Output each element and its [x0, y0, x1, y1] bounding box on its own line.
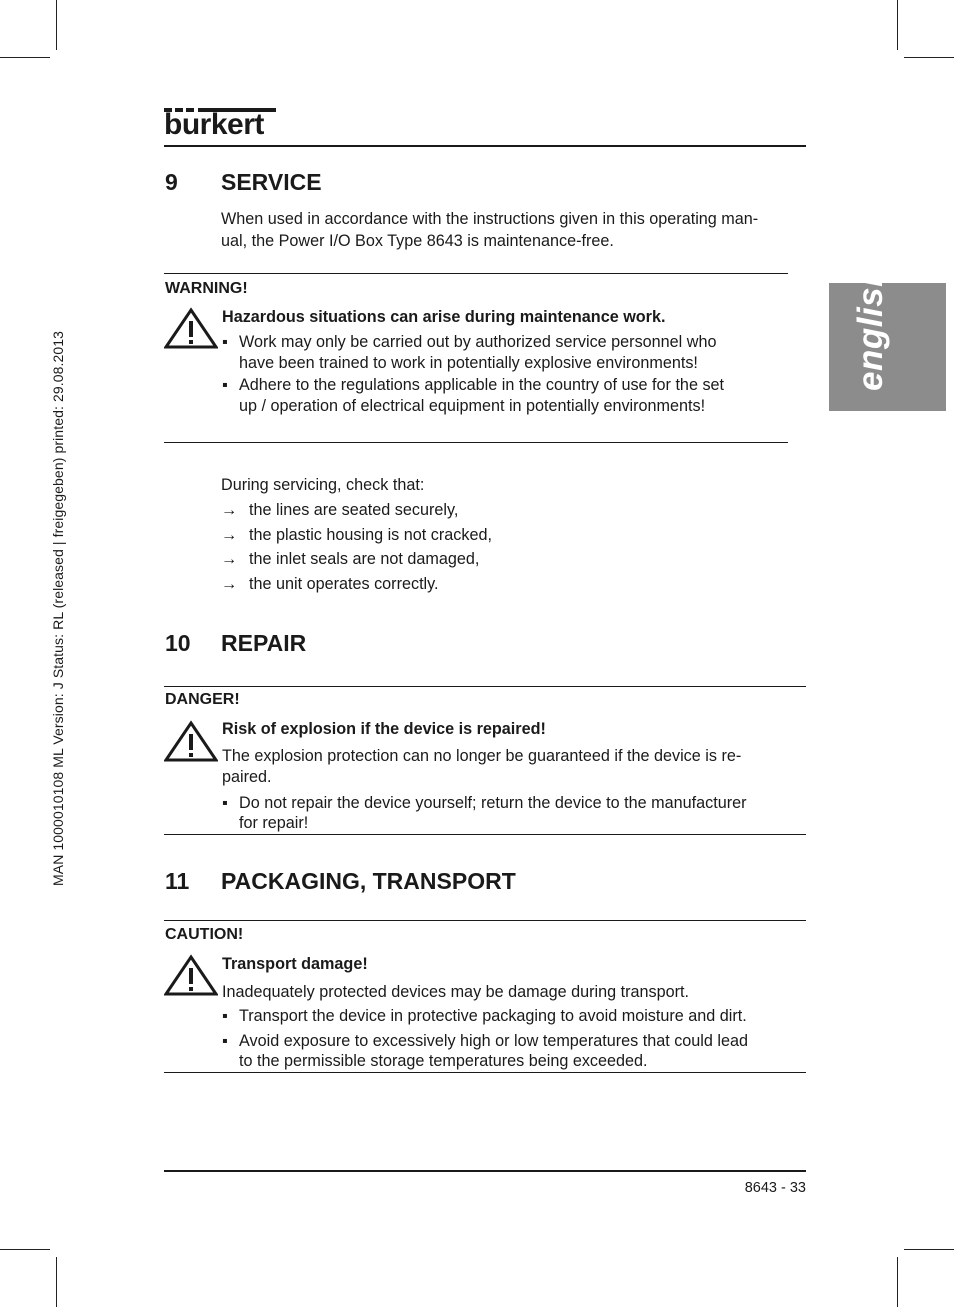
crop-mark [897, 0, 898, 50]
warning-bottom-rule [164, 442, 788, 443]
section-title: SERVICE [221, 169, 322, 195]
brand-logo [164, 104, 276, 142]
footer-rule [164, 1170, 806, 1172]
warning-title: Hazardous situations can arise during maintenance work. [222, 308, 666, 326]
arrow-icon: → [221, 550, 238, 568]
header-rule [164, 145, 806, 147]
crop-mark [56, 0, 57, 50]
warning-top-rule [164, 273, 788, 274]
crop-mark [904, 1249, 954, 1250]
warning-triangle-icon [164, 954, 218, 996]
caution-title: Transport damage! [222, 955, 368, 973]
caution-top-rule [164, 920, 806, 921]
caution-text: Inadequately protected devices may be damage during transport. [222, 983, 690, 1001]
arrow-icon: → [221, 575, 238, 593]
section-number: 10 [165, 630, 191, 656]
danger-top-rule [164, 686, 806, 687]
danger-label: DANGER! [165, 691, 240, 708]
warning-triangle-icon [164, 307, 218, 349]
language-tab [829, 264, 946, 411]
danger-text: The explosion protection can no longer be guaranteed if the device is re- paired. [222, 747, 742, 786]
section-title: PACKAGING, TRANSPORT [221, 868, 516, 894]
crop-mark [897, 1257, 898, 1307]
section-number: 11 [165, 868, 190, 894]
warning-label: WARNING! [165, 280, 248, 297]
section-number: 9 [165, 169, 178, 195]
document-metadata: MAN 1000010108 ML Version: J Status: RL (released | freigegeben) printed: 29.08.2013 [50, 330, 66, 886]
language-tab-label: english [851, 264, 890, 391]
caution-bottom-rule [164, 1072, 806, 1073]
service-intro: When used in accordance with the instructions given in this operating man- ual, the Power I/O Box Type 8643 is maintenance-free. [221, 210, 759, 250]
caution-label: CAUTION! [165, 926, 244, 943]
crop-mark [56, 1257, 57, 1307]
warning-triangle-icon [164, 720, 218, 762]
arrow-icon: → [221, 526, 238, 544]
danger-bottom-rule [164, 834, 806, 835]
arrow-icon: → [221, 501, 238, 519]
crop-mark [0, 1249, 50, 1250]
crop-mark [904, 57, 954, 58]
check-intro: During servicing, check that: [221, 476, 425, 494]
danger-title: Risk of explosion if the device is repaired! [222, 720, 546, 738]
page-number: 8643 - 33 [744, 1180, 806, 1196]
section-title: REPAIR [221, 630, 307, 656]
crop-mark [0, 57, 50, 58]
logo-wordmark: burkert [164, 108, 264, 141]
